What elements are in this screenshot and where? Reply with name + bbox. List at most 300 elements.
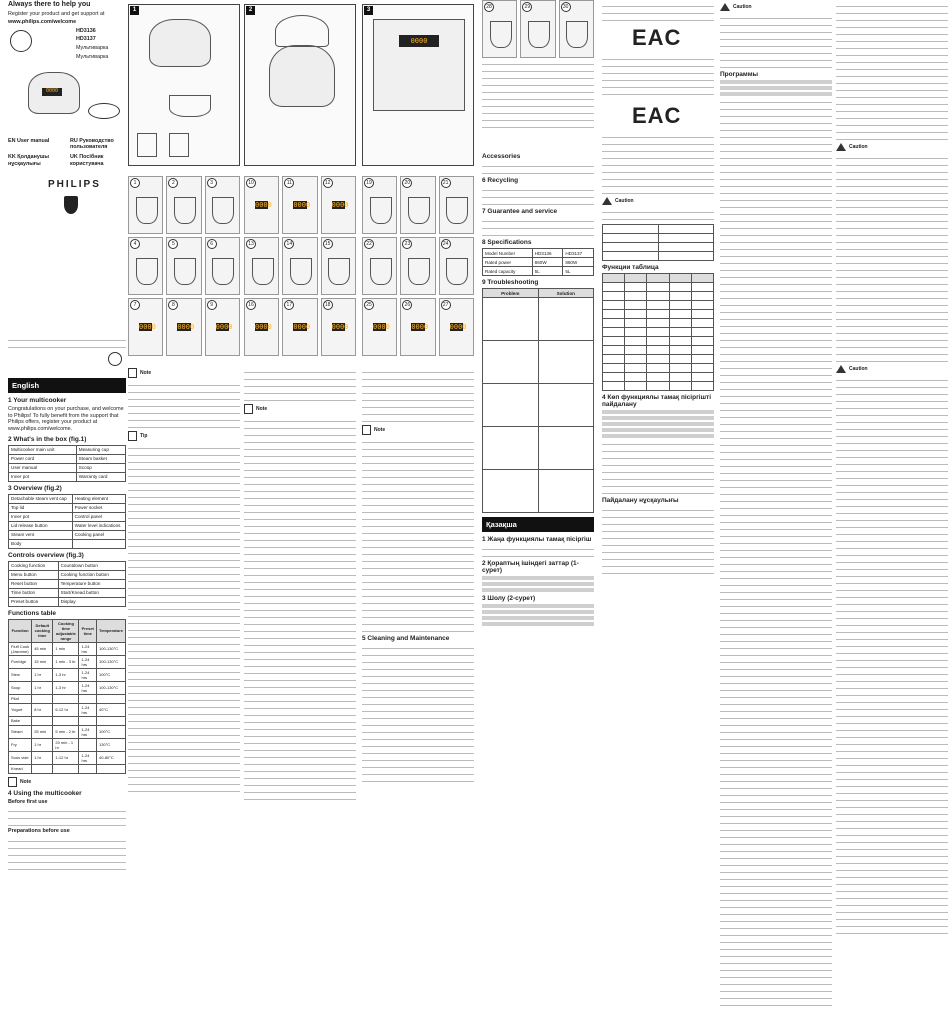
table-cell [647, 310, 669, 319]
column-text-b [602, 0, 714, 1009]
product-name-ru: Мультиварка [76, 44, 109, 51]
table-cell [603, 252, 659, 261]
ru-functions-heading: Функции таблица [602, 264, 659, 271]
bowl-illustration [528, 21, 550, 48]
table-cell [669, 355, 691, 364]
table-cell: 1 hr [32, 751, 53, 764]
tagline: Always there to help you [8, 1, 91, 8]
table-cell: 860W [532, 258, 563, 267]
intro-text: Congratulations on your purchase, and welcome to Philips! To fully benefit from the support that Philips offers, register your product at www.philips.com/welcome. [8, 406, 124, 432]
heading-whats-in-box: 2 What's in the box (fig.1) [8, 435, 87, 443]
table-cell [603, 310, 625, 319]
step-number: 24 [441, 239, 451, 249]
column-text-c [720, 0, 832, 1009]
table-cell [647, 355, 669, 364]
overview-table [8, 494, 126, 549]
figure-number: 2 [246, 6, 255, 15]
step-20 [400, 176, 435, 234]
step-12 [321, 176, 356, 234]
philips-logo: PHILIPS [48, 179, 101, 191]
table-cell [603, 364, 625, 373]
display-readout: 0000 [255, 201, 272, 209]
table-cell: Temperature [97, 619, 126, 642]
table-cell: 100-130°C [97, 642, 126, 655]
step-1 [128, 176, 163, 234]
display-readout: 0000 [331, 201, 349, 209]
step-number: 9 [207, 300, 217, 310]
figure-2 [244, 4, 356, 166]
bowl-illustration [408, 197, 430, 224]
table-cell: Pilaf [9, 694, 32, 703]
step-8 [166, 298, 201, 356]
table-cell [691, 337, 713, 346]
table-cell: Menu button [9, 570, 59, 579]
product-name-uk: Мультиварка [76, 53, 109, 60]
table-cell: 1-24 hrs [79, 703, 97, 716]
figure-1 [128, 4, 240, 166]
bowl-illustration [212, 258, 234, 285]
table-cell [669, 364, 691, 373]
lang-uk: UK Посібник користувача [70, 153, 104, 167]
table-cell: Reset button [9, 579, 59, 588]
table-cell [32, 764, 53, 773]
lid-illustration [275, 15, 329, 47]
table-cell: Default cooking time [32, 619, 53, 642]
heading-guarantee: 7 Guarantee and service [482, 208, 558, 215]
step-number: 25 [364, 300, 374, 310]
table-cell: 130°C [97, 738, 126, 751]
table-cell [647, 364, 669, 373]
step-4 [128, 237, 163, 295]
table-cell: Control panel [72, 512, 125, 521]
ru-program-heading: Программы [720, 71, 759, 78]
table-cell [625, 319, 647, 328]
column-text-a [482, 0, 594, 1009]
table-cell: Steam basket [76, 454, 125, 463]
table-cell: 1-24 hrs [79, 725, 97, 738]
table-cell [691, 346, 713, 355]
table-cell [625, 292, 647, 301]
table-cell [647, 274, 669, 283]
table-cell: Display [58, 597, 125, 606]
table-cell [658, 225, 714, 234]
table-cell: 1-24 hrs [79, 642, 97, 655]
table-cell [603, 243, 659, 252]
step-29 [520, 0, 555, 58]
display-readout: 0000 [331, 323, 349, 331]
step-28 [482, 0, 517, 58]
table-cell: Cooking time adjustable range [53, 619, 79, 642]
table-cell: Porridge [9, 655, 32, 668]
step-number: 22 [364, 239, 374, 249]
table-cell [691, 355, 713, 364]
table-cell [625, 283, 647, 292]
table-cell [647, 337, 669, 346]
bowl-illustration [174, 197, 196, 224]
table-cell [79, 694, 97, 703]
section-kazakh: Қазақша [482, 517, 594, 532]
table-cell [79, 764, 97, 773]
table-cell: Measuring cup [76, 445, 125, 454]
bowl-illustration [370, 197, 392, 224]
table-cell [603, 319, 625, 328]
register-text: Register your product and get support at [8, 10, 105, 17]
table-cell: Top lid [9, 503, 73, 512]
table-cell [691, 310, 713, 319]
table-cell [483, 341, 539, 384]
philips-shield-icon [64, 196, 78, 214]
figure-number: 3 [364, 6, 373, 15]
table-cell: Lid release button [9, 521, 73, 530]
table-cell [691, 364, 713, 373]
step-number: 7 [130, 300, 140, 310]
step-3 [205, 176, 240, 234]
heading-troubleshooting: 9 Troubleshooting [482, 279, 539, 286]
table-cell: Temperature button [58, 579, 125, 588]
step-number: 1 [130, 178, 140, 188]
table-cell [625, 364, 647, 373]
column-text-d [836, 0, 948, 1009]
step-number: 8 [168, 300, 178, 310]
table-cell [669, 274, 691, 283]
table-cell: Warranty card [76, 472, 125, 481]
step-9 [205, 298, 240, 356]
kk-heading-3: 3 Шолу (2-сурет) [482, 595, 536, 602]
bowl-illustration [136, 258, 158, 285]
table-cell: 1-3 hr [53, 681, 79, 694]
step-7 [128, 298, 163, 356]
table-cell: 1-24 hrs [79, 681, 97, 694]
table-cell [603, 382, 625, 391]
table-cell: 40-80°C [97, 751, 126, 764]
table-cell [691, 292, 713, 301]
model-1: HD3136 [76, 27, 96, 34]
inner-pot-illustration [169, 95, 211, 117]
step-2 [166, 176, 201, 234]
table-cell: 1 min - 3 hr [53, 655, 79, 668]
table-cell [72, 539, 125, 548]
table-cell [625, 373, 647, 382]
table-cell [669, 346, 691, 355]
table-cell: 1-3 hr [53, 668, 79, 681]
troubleshooting-table [482, 288, 594, 513]
table-cell [603, 328, 625, 337]
step-number: 3 [207, 178, 217, 188]
table-cell: Stew [9, 668, 32, 681]
table-cell: User manual [9, 463, 77, 472]
table-cell: Countdown button [58, 561, 125, 570]
warning-icon [836, 143, 846, 151]
kk-heading-4: 4 Көп функциялы тамақ пісіргішті пайдалану [602, 394, 711, 408]
note-icon [128, 368, 137, 378]
step-17 [282, 298, 317, 356]
table-cell: Cooking function [9, 561, 59, 570]
step-30 [559, 0, 594, 58]
table-cell [691, 301, 713, 310]
model-2: HD3137 [76, 36, 96, 43]
table-cell: HD3136 [532, 249, 563, 258]
section-english: English [8, 378, 126, 393]
step-14 [282, 237, 317, 295]
bowl-illustration [328, 258, 350, 285]
table-cell: Body [9, 539, 73, 548]
display-readout: 0000 [139, 323, 156, 331]
table-cell [669, 328, 691, 337]
table-cell [79, 716, 97, 725]
table-cell: Problem [483, 289, 539, 298]
table-cell: 5L [563, 267, 594, 276]
table-cell [647, 319, 669, 328]
display-readout: 0000 [411, 323, 429, 331]
table-cell [538, 427, 593, 470]
table-cell: Detachable steam vent cap [9, 494, 73, 503]
table-cell: 8 hr [32, 703, 53, 716]
table-cell: Power cord [9, 454, 77, 463]
table-cell [691, 319, 713, 328]
table-cell: 100°C [97, 668, 126, 681]
table-cell [647, 283, 669, 292]
table-cell: Sous vide [9, 751, 32, 764]
heading-overview: 3 Overview (fig.2) [8, 484, 62, 492]
step-16 [244, 298, 279, 356]
tip-callout: Tip [128, 431, 240, 441]
table-cell: Bake [9, 716, 32, 725]
step-number: 13 [246, 239, 256, 249]
figure-3 [362, 4, 474, 166]
table-cell: 1 hr [32, 668, 53, 681]
display-readout: 0000 [293, 323, 311, 331]
display-readout: 0000 [373, 323, 390, 331]
step-number: 21 [441, 178, 451, 188]
table-cell: Rated power [483, 258, 533, 267]
table-cell [669, 337, 691, 346]
step-number: 19 [364, 178, 374, 188]
step-number: 18 [323, 300, 333, 310]
table-cell [669, 310, 691, 319]
table-cell [669, 283, 691, 292]
lang-en: EN User manual [8, 137, 50, 144]
heading-specifications: 8 Specifications [482, 239, 532, 246]
table-cell: 5 min - 2 hr [53, 725, 79, 738]
panel-display: 0000 [399, 35, 439, 47]
step-number: 28 [484, 2, 494, 12]
table-cell [483, 427, 539, 470]
table-cell: 100-130°C [97, 681, 126, 694]
table-cell [603, 234, 659, 243]
table-cell [538, 341, 593, 384]
step-number: 20 [402, 178, 412, 188]
bowl-illustration [566, 21, 588, 48]
heading-controls: Controls overview (fig.3) [8, 551, 84, 559]
step-number: 5 [168, 239, 178, 249]
heading-your-multicooker: 1 Your multicooker [8, 397, 67, 405]
step-number: 12 [323, 178, 333, 188]
table-cell: 1-24 hrs [79, 751, 97, 764]
table-cell [625, 301, 647, 310]
caution-callout: Caution [836, 365, 948, 373]
caution-callout: Caution [836, 143, 948, 151]
step-number: 16 [246, 300, 256, 310]
table-cell [53, 694, 79, 703]
heading-preparations: Preparations before use [8, 828, 70, 835]
table-cell [647, 301, 669, 310]
step-26 [400, 298, 435, 356]
bowl-illustration [290, 258, 312, 285]
step-number: 14 [284, 239, 294, 249]
table-cell [691, 283, 713, 292]
table-cell [625, 337, 647, 346]
heading-recycling: 6 Recycling [482, 177, 519, 184]
bowl-illustration [446, 258, 468, 285]
table-cell [669, 373, 691, 382]
column-figures-b [244, 0, 356, 1009]
table-cell: Steam vent [9, 530, 73, 539]
step-number: 11 [284, 178, 294, 188]
heading-functions-table: Functions table [8, 609, 57, 617]
table-cell: Preset time [79, 619, 97, 642]
table-cell [538, 298, 593, 341]
table-cell [647, 382, 669, 391]
table-cell: Fry [9, 738, 32, 751]
step-6 [205, 237, 240, 295]
kk-heading-1: 1 Жаңа функциялы тамақ пісіргіш [482, 536, 592, 543]
table-cell [538, 470, 593, 513]
bowl-illustration [252, 258, 274, 285]
step-number: 6 [207, 239, 217, 249]
table-cell [625, 274, 647, 283]
bowl-illustration [370, 258, 392, 285]
table-cell [97, 764, 126, 773]
kk-controls-table [602, 224, 714, 261]
table-cell [625, 310, 647, 319]
table-cell: Rated capacity [483, 267, 533, 276]
table-cell: 1 min [53, 642, 79, 655]
table-cell: 100-130°C [97, 655, 126, 668]
table-cell: 860W [563, 258, 594, 267]
kk-heading-2: 2 Қораптың ішіндегі заттар (1-сурет) [482, 560, 579, 574]
heading-using: 4 Using the multicooker [8, 789, 82, 797]
table-cell: Power socket [72, 503, 125, 512]
table-cell [603, 225, 659, 234]
table-cell [691, 274, 713, 283]
table-cell [483, 384, 539, 427]
bowl-illustration [212, 197, 234, 224]
step-27 [439, 298, 474, 356]
table-cell [625, 355, 647, 364]
table-cell: Knead [9, 764, 32, 773]
heading-accessories: Accessories [482, 153, 521, 160]
bowl-illustration [490, 21, 512, 48]
note-icon [8, 777, 17, 787]
website-link[interactable]: www.philips.com/welcome [8, 19, 77, 26]
multicooker-open-illustration [269, 45, 335, 107]
table-cell: Solution [538, 289, 593, 298]
table-cell: Inner pot [9, 512, 73, 521]
caution-callout: Caution [720, 3, 832, 11]
table-cell: 40°C [97, 703, 126, 716]
table-cell [691, 373, 713, 382]
column-cover [8, 0, 126, 1009]
table-cell [647, 346, 669, 355]
support-badge-icon [10, 30, 32, 52]
table-cell: 5L [532, 267, 563, 276]
warning-icon [602, 197, 612, 205]
table-cell [79, 738, 97, 751]
ru-warranty-heading: Пайдалану нұсқаулығы [602, 497, 679, 504]
recycle-icon [108, 352, 122, 366]
multicooker-illustration [149, 19, 211, 67]
table-cell: Steam [9, 725, 32, 738]
note-callout: Note [8, 777, 126, 787]
table-cell: Soup [9, 681, 32, 694]
table-cell: 1 hr [32, 681, 53, 694]
eac-mark-2: EAC [632, 103, 682, 128]
heading-before-first-use: Before first use [8, 798, 48, 805]
table-cell: Yogurt [9, 703, 32, 716]
table-cell [32, 716, 53, 725]
display-readout: 0000 [449, 323, 467, 331]
step-number: 10 [246, 178, 256, 188]
eac-mark: EAC [632, 25, 682, 50]
lang-kk: KK Қолданушы нұсқаулығы [8, 153, 49, 167]
step-number: 27 [441, 300, 451, 310]
bowl-illustration [408, 258, 430, 285]
table-cell [691, 328, 713, 337]
table-cell [691, 382, 713, 391]
step-10 [244, 176, 279, 234]
display-readout: 0000 [293, 201, 311, 209]
table-cell: 1-24 hrs [79, 668, 97, 681]
step-24 [439, 237, 474, 295]
control-panel-illustration [373, 19, 465, 111]
table-cell [603, 274, 625, 283]
step-number: 30 [561, 2, 571, 12]
table-cell [53, 716, 79, 725]
note-callout: Note [128, 368, 240, 378]
functions-table [8, 619, 126, 774]
table-cell: 6-12 hr [53, 703, 79, 716]
step-number: 15 [323, 239, 333, 249]
table-cell: Model Number [483, 249, 533, 258]
table-cell [625, 382, 647, 391]
table-cell: 20 min - 1 hr [53, 738, 79, 751]
note-callout: Note [244, 404, 356, 414]
step-number: 4 [130, 239, 140, 249]
step-23 [400, 237, 435, 295]
table-cell: 1-12 hr [53, 751, 79, 764]
table-cell [669, 301, 691, 310]
table-cell [603, 355, 625, 364]
table-cell [658, 252, 714, 261]
table-cell [603, 346, 625, 355]
note-icon [362, 425, 371, 435]
table-cell [53, 764, 79, 773]
table-cell [658, 234, 714, 243]
bowl-illustration [136, 197, 158, 224]
controls-table [8, 561, 126, 607]
table-cell [658, 243, 714, 252]
bowl-illustration [446, 197, 468, 224]
column-figures-a [128, 0, 240, 1009]
table-cell [669, 319, 691, 328]
table-cell [625, 346, 647, 355]
table-cell [669, 292, 691, 301]
table-cell [603, 292, 625, 301]
step-number: 17 [284, 300, 294, 310]
step-5 [166, 237, 201, 295]
step-19 [362, 176, 397, 234]
warning-icon [720, 3, 730, 11]
